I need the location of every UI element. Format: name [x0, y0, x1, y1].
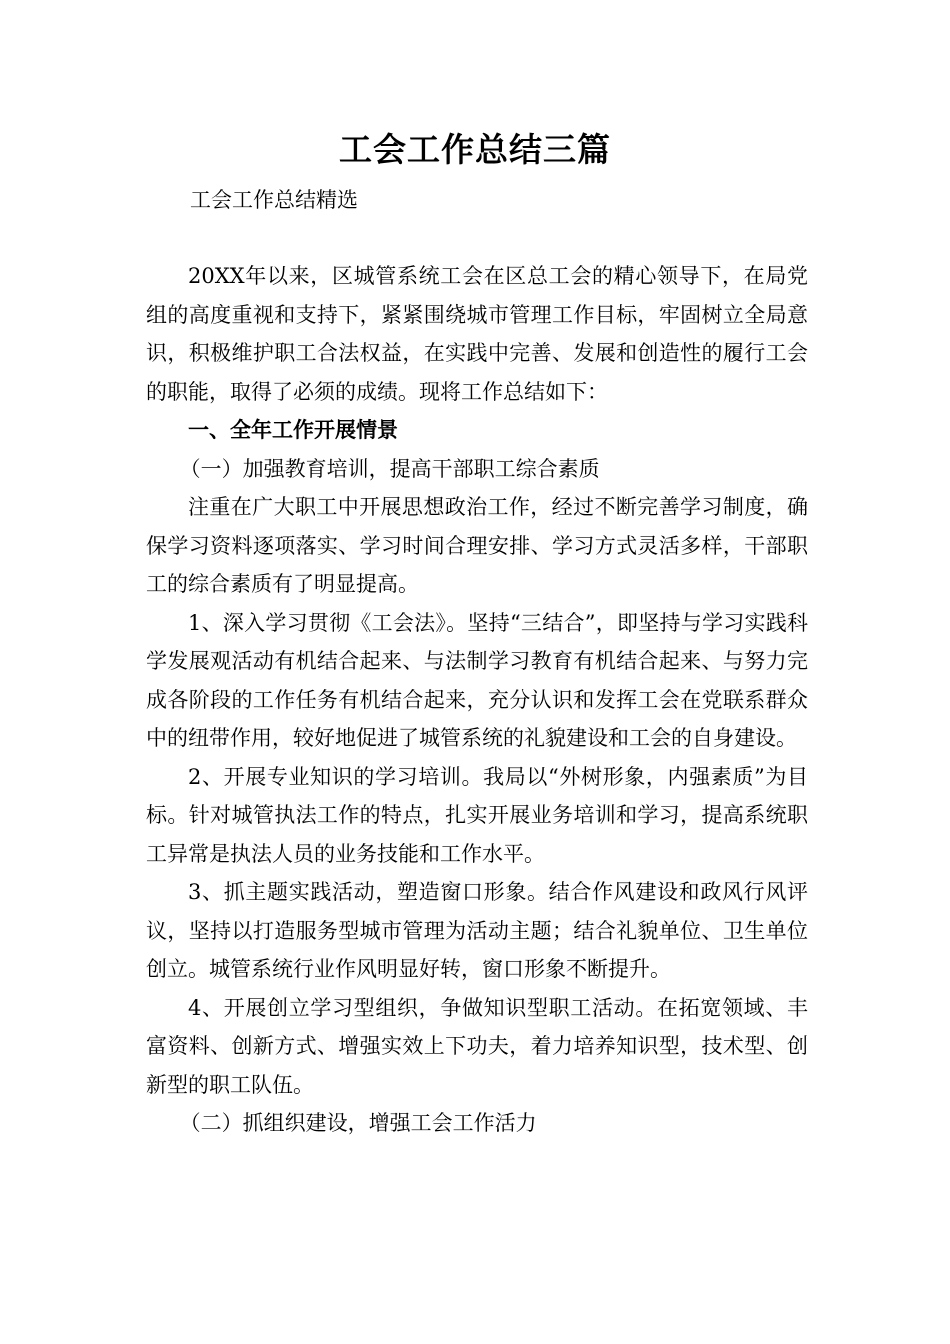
list-item-1: 1、深入学习贯彻《工会法》。坚持“三结合”，即坚持与学习实践科学发展观活动有机结合起来、与法制学习教育有机结合起来、与努力完成各阶段的工作任务有机结合起来，充分认识和发挥工会在党联系群众中的纽带作用，较好地促进了城管系统的礼貌建设和工会的自身建设。 — [146, 610, 808, 750]
body-paragraph: 注重在广大职工中开展思想政治工作，经过不断完善学习制度，确保学习资料逐项落实、学习时间合理安排、学习方式灵活多样，干部职工的综合素质有了明显提高。 — [146, 495, 808, 596]
subsection-heading-1: （一）加强教育培训，提高干部职工综合素质 — [179, 456, 600, 481]
section-heading-1: 一、全年工作开展情景 — [188, 418, 398, 442]
list-item-2: 2、开展专业知识的学习培训。我局以“外树形象，内强素质”为目标。针对城管执法工作的特点，扎实开展业务培训和学习，提高系统职工异常是执法人员的业务技能和工作水平。 — [146, 764, 808, 866]
document-subtitle: 工会工作总结精选 — [190, 188, 358, 212]
subsection-heading-2: （二）抓组织建设，增强工会工作活力 — [179, 1111, 537, 1135]
list-item-4: 4、开展创立学习型组织，争做知识型职工活动。在拓宽领域、丰富资料、创新方式、增强实效上下功夫，着力培养知识型，技术型、创新型的职工队伍。 — [146, 995, 808, 1097]
document-body — [146, 257, 808, 1143]
intro-paragraph: 20XX年以来，区城管系统工会在区总工会的精心领导下，在局党组的高度重视和支持下，紧紧围绕城市管理工作目标，牢固树立全局意识，积极维护职工合法权益，在实践中完善、发展和创造性的履行工会的职能，取得了必须的成绩。现将工作总结如下： — [146, 264, 808, 404]
list-item-3: 3、抓主题实践活动，塑造窗口形象。结合作风建设和政风行风评议，坚持以打造服务型城市管理为活动主题；结合礼貌单位、卫生单位创立。城管系统行业作风明显好转，窗口形象不断提升。 — [146, 880, 808, 981]
document-title: 工会工作总结三篇 — [339, 130, 611, 169]
